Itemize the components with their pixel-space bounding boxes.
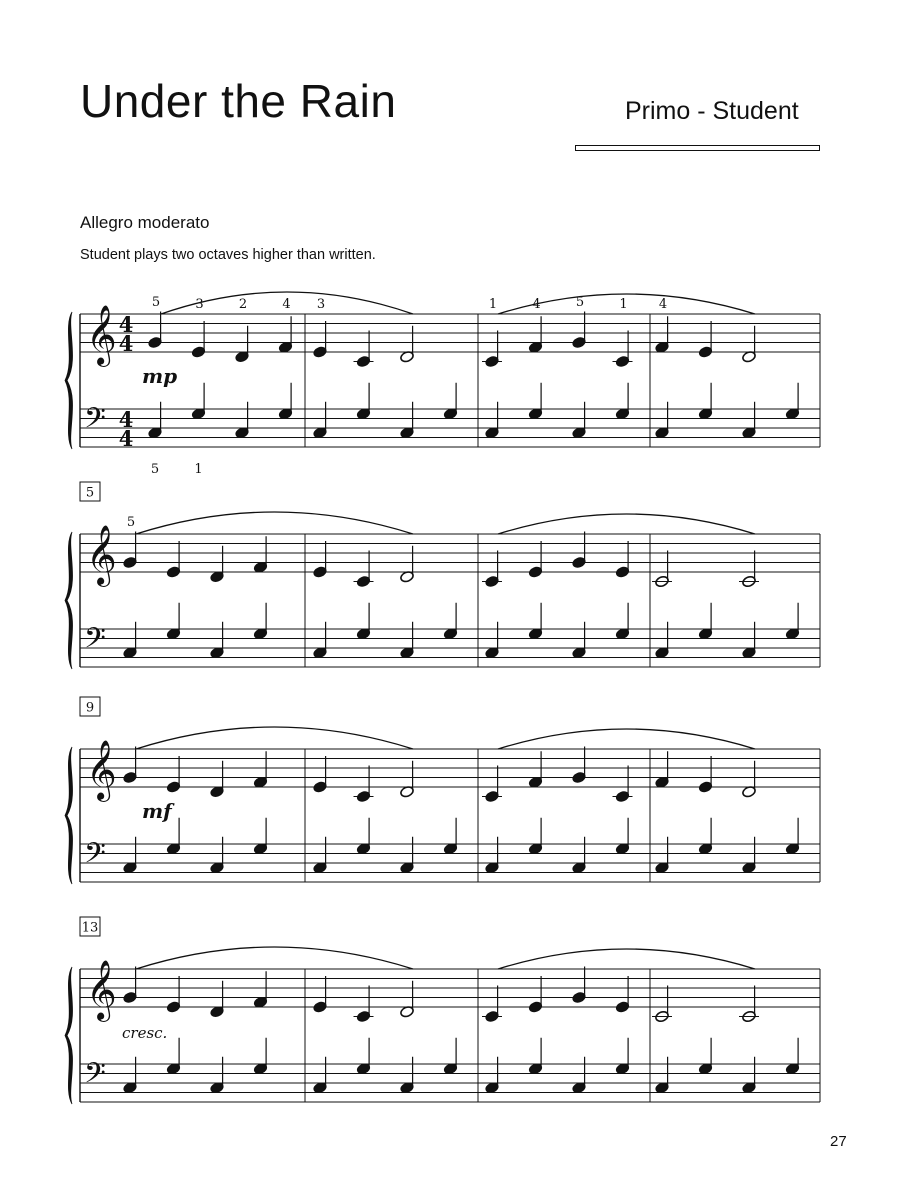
bass-note bbox=[313, 1057, 328, 1094]
treble-note bbox=[482, 986, 502, 1023]
treble-clef bbox=[86, 740, 117, 802]
bass-note bbox=[785, 1038, 800, 1075]
bass-note bbox=[698, 383, 713, 420]
treble-note bbox=[354, 766, 374, 803]
treble-staff bbox=[80, 314, 820, 352]
treble-note bbox=[123, 532, 138, 569]
bass-note bbox=[572, 837, 587, 874]
treble-note bbox=[572, 532, 587, 569]
fingering-number: 5 bbox=[150, 462, 160, 477]
treble-note bbox=[572, 967, 587, 1004]
page-number: 27 bbox=[830, 1133, 847, 1150]
bass-note bbox=[166, 818, 181, 855]
bass-note bbox=[253, 603, 268, 640]
treble-note bbox=[354, 331, 374, 368]
treble-note bbox=[742, 761, 757, 798]
treble-note bbox=[191, 321, 206, 358]
time-signature-top: 4 bbox=[118, 312, 134, 337]
bass-note bbox=[528, 1038, 543, 1075]
treble-note bbox=[166, 541, 181, 578]
bass-note bbox=[166, 1038, 181, 1075]
treble-note bbox=[210, 546, 225, 583]
fingering-number: 4 bbox=[658, 297, 668, 312]
treble-note bbox=[123, 747, 138, 784]
treble-note bbox=[253, 751, 268, 788]
treble-note bbox=[652, 986, 672, 1023]
treble-note bbox=[698, 756, 713, 793]
time-signature-top: 4 bbox=[118, 407, 134, 432]
treble-note bbox=[572, 747, 587, 784]
bass-note bbox=[443, 383, 458, 420]
bass-note bbox=[655, 402, 670, 439]
treble-note bbox=[313, 756, 328, 793]
tempo-marking: Allegro moderato bbox=[80, 213, 210, 232]
bass-note bbox=[785, 603, 800, 640]
bass-note bbox=[528, 383, 543, 420]
bass-clef-glyph: 𝄢 bbox=[84, 402, 106, 442]
bass-note bbox=[191, 383, 206, 420]
bass-note bbox=[615, 383, 630, 420]
treble-note bbox=[354, 551, 374, 588]
treble-clef-glyph: 𝄞 bbox=[86, 960, 117, 1020]
bass-clef bbox=[84, 837, 106, 877]
phrase-slur bbox=[136, 727, 413, 749]
treble-note bbox=[210, 761, 225, 798]
treble-note bbox=[235, 326, 250, 363]
bass-note bbox=[443, 818, 458, 855]
treble-note bbox=[166, 976, 181, 1013]
fingering-number: 5 bbox=[151, 295, 161, 310]
treble-note bbox=[572, 312, 587, 349]
treble-note bbox=[528, 316, 543, 353]
bass-note bbox=[278, 383, 293, 420]
bass-note bbox=[400, 622, 415, 659]
treble-clef bbox=[86, 305, 117, 367]
bass-note bbox=[253, 1038, 268, 1075]
treble-note bbox=[210, 981, 225, 1018]
dynamic-marking: mf bbox=[142, 799, 172, 823]
bass-clef bbox=[84, 622, 106, 662]
bass-clef-glyph: 𝄢 bbox=[84, 622, 106, 662]
bass-note bbox=[166, 603, 181, 640]
bass-note bbox=[698, 818, 713, 855]
treble-note bbox=[739, 986, 759, 1023]
bass-note bbox=[400, 1057, 415, 1094]
bass-note bbox=[443, 603, 458, 640]
time-signature-bottom: 4 bbox=[118, 426, 134, 451]
bass-note bbox=[698, 1038, 713, 1075]
treble-note bbox=[482, 766, 502, 803]
treble-note bbox=[400, 326, 415, 363]
treble-clef-glyph: 𝄞 bbox=[86, 305, 117, 365]
bass-note bbox=[313, 837, 328, 874]
bass-note bbox=[313, 402, 328, 439]
dynamic-marking: mp bbox=[142, 364, 178, 388]
bass-note bbox=[742, 402, 757, 439]
treble-note bbox=[253, 971, 268, 1008]
bass-note bbox=[528, 818, 543, 855]
treble-note bbox=[615, 976, 630, 1013]
bass-note bbox=[615, 603, 630, 640]
bass-note bbox=[572, 622, 587, 659]
treble-note bbox=[123, 967, 138, 1004]
bass-note bbox=[742, 1057, 757, 1094]
treble-note bbox=[698, 321, 713, 358]
measure-number: 5 bbox=[85, 485, 95, 501]
bass-clef bbox=[84, 1057, 106, 1097]
treble-clef bbox=[86, 525, 117, 587]
bass-note bbox=[785, 383, 800, 420]
treble-note bbox=[613, 331, 633, 368]
bass-note bbox=[698, 603, 713, 640]
bass-note bbox=[655, 837, 670, 874]
bass-note bbox=[443, 1038, 458, 1075]
piece-title: Under the Rain bbox=[80, 75, 397, 127]
bass-note bbox=[528, 603, 543, 640]
bass-note bbox=[655, 622, 670, 659]
fingering-number: 4 bbox=[282, 297, 291, 312]
treble-note bbox=[166, 756, 181, 793]
treble-clef-glyph: 𝄞 bbox=[86, 525, 117, 585]
treble-note bbox=[742, 326, 757, 363]
bass-note bbox=[356, 603, 371, 640]
bass-note bbox=[356, 818, 371, 855]
fingering-number: 5 bbox=[575, 295, 585, 310]
treble-clef bbox=[86, 960, 117, 1022]
bass-note bbox=[123, 1057, 138, 1094]
treble-note bbox=[615, 541, 630, 578]
system-brace bbox=[65, 747, 73, 884]
treble-note bbox=[400, 761, 415, 798]
fingering-number: 1 bbox=[619, 297, 628, 312]
performance-instruction: Student plays two octaves higher than written. bbox=[80, 247, 376, 263]
bass-note bbox=[210, 622, 225, 659]
measure-number: 13 bbox=[81, 920, 99, 936]
treble-note bbox=[313, 976, 328, 1013]
bass-note bbox=[742, 837, 757, 874]
bass-note bbox=[210, 1057, 225, 1094]
phrase-slur bbox=[136, 512, 413, 534]
treble-clef-glyph: 𝄞 bbox=[86, 740, 117, 800]
treble-note bbox=[313, 321, 328, 358]
treble-note bbox=[400, 981, 415, 1018]
bass-note bbox=[313, 622, 328, 659]
treble-note bbox=[482, 551, 502, 588]
bass-clef bbox=[84, 402, 106, 442]
measure-number: 9 bbox=[85, 700, 95, 716]
treble-note bbox=[652, 551, 672, 588]
phrase-slur bbox=[136, 947, 413, 969]
bass-note bbox=[485, 402, 500, 439]
bass-note bbox=[123, 622, 138, 659]
phrase-slur bbox=[498, 514, 755, 534]
bass-note bbox=[485, 837, 500, 874]
time-signature-bottom: 4 bbox=[118, 331, 134, 356]
fingering-number: 3 bbox=[316, 297, 326, 312]
part-subtitle: Primo - Student bbox=[625, 97, 799, 125]
treble-note bbox=[528, 751, 543, 788]
bass-note bbox=[356, 383, 371, 420]
bass-note bbox=[123, 837, 138, 874]
fingering-number: 2 bbox=[238, 297, 248, 312]
bass-clef-glyph: 𝄢 bbox=[84, 837, 106, 877]
fingering-number: 1 bbox=[488, 297, 498, 312]
bass-note bbox=[253, 818, 268, 855]
treble-note bbox=[253, 536, 268, 573]
bass-note bbox=[148, 402, 163, 439]
bass-note bbox=[572, 402, 587, 439]
bass-note bbox=[485, 1057, 500, 1094]
treble-staff bbox=[80, 749, 820, 787]
bass-note bbox=[742, 622, 757, 659]
bass-note bbox=[785, 818, 800, 855]
bass-note bbox=[615, 1038, 630, 1075]
system-brace bbox=[65, 532, 73, 669]
bass-note bbox=[572, 1057, 587, 1094]
treble-note bbox=[613, 766, 633, 803]
treble-note bbox=[655, 751, 670, 788]
fingering-number: 5 bbox=[126, 515, 136, 530]
fingering-number: 4 bbox=[532, 297, 541, 312]
system-brace bbox=[65, 312, 73, 449]
system-brace bbox=[65, 967, 73, 1104]
bass-note bbox=[655, 1057, 670, 1094]
phrase-slur bbox=[498, 729, 755, 749]
bass-note bbox=[356, 1038, 371, 1075]
treble-note bbox=[482, 331, 502, 368]
fingering-number: 3 bbox=[195, 297, 204, 312]
treble-note bbox=[528, 976, 543, 1013]
bass-note bbox=[400, 402, 415, 439]
bass-note bbox=[400, 837, 415, 874]
treble-staff bbox=[80, 534, 820, 572]
treble-staff bbox=[80, 969, 820, 1007]
treble-note bbox=[313, 541, 328, 578]
treble-note bbox=[148, 312, 163, 349]
fingering-number: 1 bbox=[194, 462, 203, 477]
treble-note bbox=[655, 316, 670, 353]
treble-note bbox=[528, 541, 543, 578]
bass-note bbox=[235, 402, 250, 439]
bass-note bbox=[210, 837, 225, 874]
bass-note bbox=[485, 622, 500, 659]
treble-note bbox=[400, 546, 415, 583]
treble-note bbox=[278, 316, 293, 353]
bass-clef-glyph: 𝄢 bbox=[84, 1057, 106, 1097]
treble-note bbox=[739, 551, 759, 588]
bass-note bbox=[615, 818, 630, 855]
phrase-slur bbox=[498, 949, 755, 969]
crescendo-marking: cresc. bbox=[122, 1024, 168, 1042]
treble-note bbox=[354, 986, 374, 1023]
